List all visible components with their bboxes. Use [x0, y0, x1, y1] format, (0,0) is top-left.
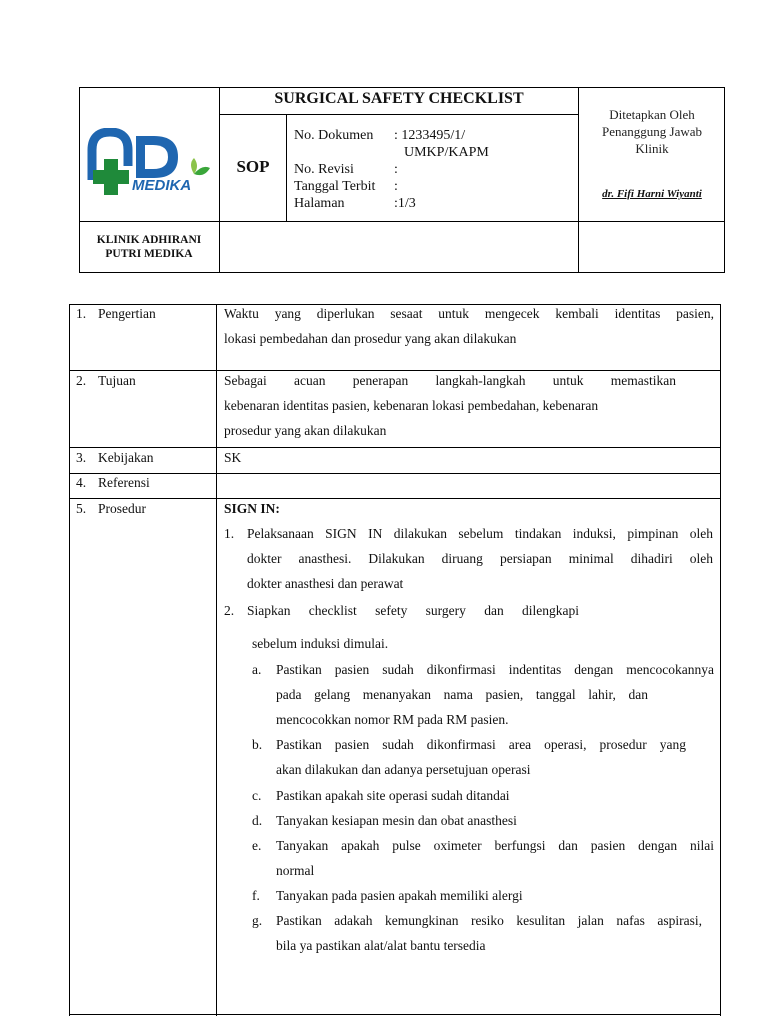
sign-in-heading: SIGN IN:: [224, 501, 280, 516]
list-item-1: [247, 521, 713, 596]
clinic-name: [80, 233, 218, 261]
clinic-name-line-1: KLINIK ADHIRANI: [96, 234, 202, 246]
list-item-2-cont: sebelum induksi dimulai.: [252, 636, 389, 651]
sub-item-a-num: a.: [252, 662, 262, 677]
approval-line-1: Ditetapkan Oleh: [609, 107, 695, 122]
page-label: Halaman: [294, 196, 345, 211]
sub-item-b-num: b.: [252, 737, 263, 752]
clinic-logo: [84, 128, 214, 198]
doc-number-value: : 1233495/1/: [394, 128, 466, 143]
text-line: Waktu yang diperlukan sesaat untuk mengecek kembali identitas pasien,: [224, 306, 714, 321]
list-item-2-num: 2.: [224, 603, 235, 618]
sub-item-b: [276, 732, 714, 782]
list-item-1-num: 1.: [224, 526, 235, 541]
text-line: Tanyakan apakah pulse oximeter berfungsi dan pasien dengan nilai: [276, 838, 714, 853]
sub-item-a: [276, 657, 714, 732]
row-label-tujuan: Tujuan: [98, 373, 136, 388]
tujuan-text-cont: [224, 393, 714, 443]
row-label-referensi: Referensi: [98, 475, 150, 490]
sub-item-f: Tanyakan pada pasien apakah memiliki alergi: [276, 888, 523, 903]
list-item-2: [247, 598, 579, 623]
text-line: dokter anasthesi dan perawat: [247, 576, 404, 591]
sub-item-e: [276, 833, 714, 883]
kebijakan-value: SK: [224, 450, 242, 465]
text-line: mencocokkan nomor RM pada RM pasien.: [276, 712, 509, 727]
row-num-3: 3.: [76, 450, 87, 465]
text-line: Pastikan pasien sudah dikonfirmasi indentitas dengan mencocokannya: [276, 662, 714, 677]
logo-text: MEDIKA: [132, 177, 192, 194]
clinic-name-line-2: PUTRI MEDIKA: [105, 248, 193, 260]
text-line: Siapkan checklist sefety surgery dan dilengkapi: [247, 603, 579, 618]
tujuan-text: [224, 368, 676, 393]
text-line: Pastikan adakah kemungkinan resiko kesulitan jalan nafas aspirasi,: [276, 913, 702, 928]
document-title: SURGICAL SAFETY CHECKLIST: [274, 90, 524, 107]
revision-label: No. Revisi: [294, 162, 354, 177]
page-value: :1/3: [394, 196, 416, 211]
approval-line-2: Penanggung Jawab: [601, 124, 702, 139]
approval-block: [580, 106, 724, 157]
text-line: lokasi pembedahan dan prosedur yang akan dilakukan: [224, 331, 517, 346]
issue-date-value: :: [394, 179, 398, 194]
sub-item-f-num: f.: [252, 888, 260, 903]
revision-value: :: [394, 162, 398, 177]
approval-line-3: Klinik: [635, 141, 669, 156]
text-line: normal: [276, 863, 315, 878]
text-line: akan dilakukan dan adanya persetujuan operasi: [276, 762, 531, 777]
doc-number-value-2: UMKP/KAPM: [404, 145, 489, 160]
sub-item-e-num: e.: [252, 838, 262, 853]
sub-item-c-num: c.: [252, 788, 262, 803]
text-line: prosedur yang akan dilakukan: [224, 423, 387, 438]
text-line: bila ya pastikan alat/alat bantu tersedia: [276, 938, 486, 953]
row-label-pengertian: Pengertian: [98, 306, 156, 321]
row-label-prosedur: Prosedur: [98, 501, 146, 516]
sub-item-c: Pastikan apakah site operasi sudah ditandai: [276, 788, 510, 803]
sop-label: SOP: [236, 157, 270, 176]
row-num-5: 5.: [76, 501, 87, 516]
sub-item-d: Tanyakan kesiapan mesin dan obat anasthesi: [276, 813, 517, 828]
row-num-4: 4.: [76, 475, 87, 490]
issue-date-label: Tanggal Terbit: [294, 179, 376, 194]
sub-item-g-num: g.: [252, 913, 263, 928]
sub-item-g: [276, 908, 714, 958]
text-line: Sebagai acuan penerapan langkah-langkah untuk memastikan: [224, 373, 676, 388]
row-label-kebijakan: Kebijakan: [98, 450, 154, 465]
row-num-1: 1.: [76, 306, 87, 321]
doc-number-label: No. Dokumen: [294, 128, 374, 143]
text-line: Pastikan pasien sudah dikonfirmasi area operasi, prosedur yang: [276, 737, 686, 752]
text-line: kebenaran identitas pasien, kebenaran lokasi pembedahan, kebenaran: [224, 398, 599, 413]
text-line: pada gelang menanyakan nama pasien, tanggal lahir, dan: [276, 687, 648, 702]
row-num-2: 2.: [76, 373, 87, 388]
pengertian-text: [224, 301, 714, 351]
sub-item-d-num: d.: [252, 813, 263, 828]
signatory-name: dr. Fifi Harni Wiyanti: [602, 188, 702, 200]
text-line: Pelaksanaan SIGN IN dilakukan sebelum tindakan induksi, pimpinan oleh: [247, 526, 713, 541]
text-line: dokter anasthesi. Dilakukan diruang persiapan minimal dihadiri oleh: [247, 551, 713, 566]
